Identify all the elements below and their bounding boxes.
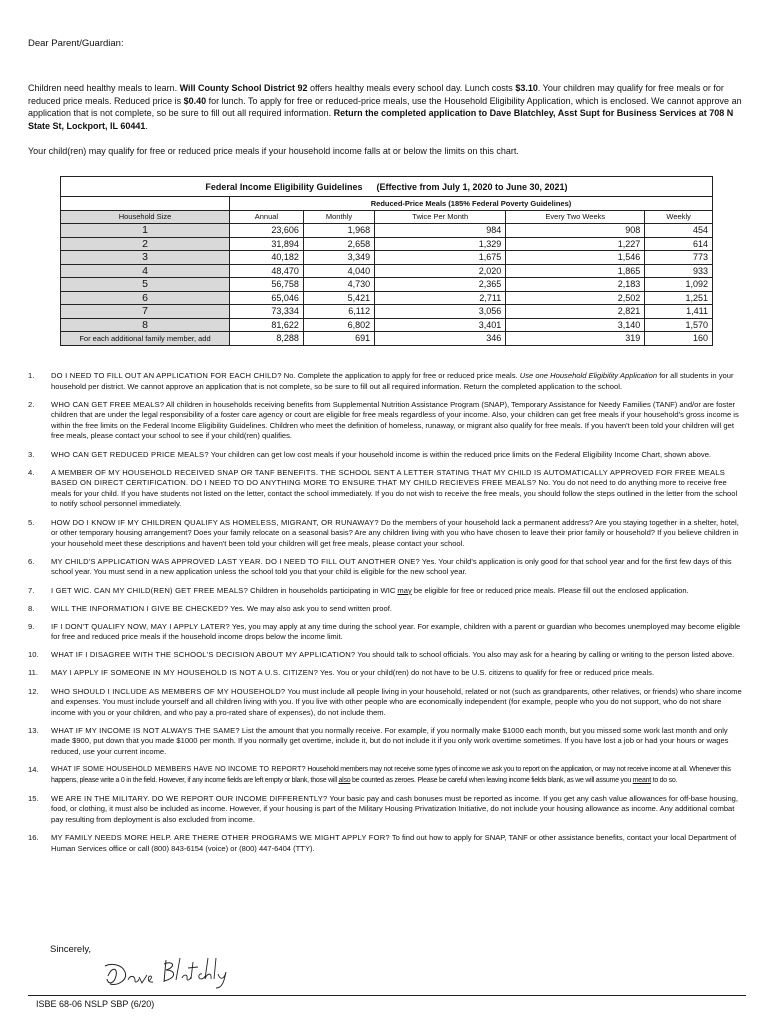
income-cell: 1,675 — [375, 251, 506, 265]
faq-answer: Yes. Your child's application is only good for that school year and for the first few days of this school year. You must send in a new application unless the school told you that your child is eligible for the new school year. — [51, 556, 732, 577]
income-cell: 908 — [506, 224, 645, 238]
income-cell: 31,894 — [230, 237, 304, 251]
faq-item — [28, 668, 748, 679]
faq-answer: Yes. We may also ask you to send written proof. — [228, 603, 392, 613]
faq-number: 8. — [28, 603, 35, 613]
income-cell: 2,020 — [375, 264, 506, 278]
faq-answer: To find out how to apply for SNAP, TANF or other assistance benefits, contact your local Department of Human Services office or call (800) 843-6154 (voice) or (800) 447-6404 (TTY). — [51, 833, 737, 853]
faq-answer: No. You do not need to do anything more to receive free meals for your child. If you have students not listed on the letter, contact the school immediately. If you do not wish to receive the free meals, you should follow the steps outlined in the letter from the school to notify school personnel immediately. — [51, 478, 738, 509]
faq-text — [51, 468, 743, 510]
faq-text — [51, 518, 743, 550]
income-cell: 6,112 — [303, 305, 374, 319]
income-cell: 6,802 — [303, 318, 374, 332]
footer-divider — [28, 995, 746, 996]
faq-text — [51, 687, 743, 719]
income-cell: 48,470 — [230, 264, 304, 278]
faq-answer: You should talk to school officials. You also may ask for a hearing by calling or writing to the person listed above. — [355, 650, 735, 660]
income-cell: 81,622 — [230, 318, 304, 332]
eligibility-table — [60, 176, 713, 346]
faq-number: 2. — [28, 399, 35, 409]
income-cell: 3,056 — [375, 305, 506, 319]
column-header: Weekly — [645, 210, 713, 224]
faq-answer: Yes. You or your child(ren) do not have to be U.S. citizens to qualify for free or reduced price meals. — [318, 668, 655, 678]
faq-question: IF I DON'T QUALIFY NOW, MAY I APPLY LATER? — [51, 621, 230, 631]
household-size-cell: 4 — [61, 264, 230, 278]
faq-number: 1. — [28, 371, 35, 380]
faq-text — [51, 450, 743, 461]
table-header-row — [61, 210, 713, 224]
income-cell: 1,546 — [506, 251, 645, 265]
income-cell: 73,334 — [230, 305, 304, 319]
income-cell: 160 — [645, 332, 713, 346]
faq-question: HOW DO I KNOW IF MY CHILDREN QUALIFY AS HOMELESS, MIGRANT, OR RUNAWAY? — [51, 517, 379, 527]
income-cell: 3,349 — [303, 251, 374, 265]
income-cell: 984 — [375, 224, 506, 238]
faq-answer-underline: may — [397, 585, 412, 595]
faq-answer: Do the members of your household lack a permanent address? Are you staying together in a shelter, hotel, or other temporary housing arrangement? Does your family relocate on a seasonal basis? Are any children living with you who have chosen to leave their prior family or household? If you believe children in your household meet these descriptions and haven't been told your children will get free meals, please contact your school. — [51, 517, 739, 548]
faq-item — [28, 765, 748, 786]
income-cell: 8,288 — [230, 332, 304, 346]
faq-answer-underline: also — [338, 776, 351, 784]
faq-text — [51, 668, 743, 679]
income-cell: 3,401 — [375, 318, 506, 332]
income-cell: 2,658 — [303, 237, 374, 251]
table-title — [61, 177, 713, 197]
income-cell: 1,227 — [506, 237, 645, 251]
faq-item — [28, 794, 748, 826]
column-header: Every Two Weeks — [506, 210, 645, 224]
household-size-cell: For each additional family member, add — [61, 332, 230, 346]
faq-item — [28, 400, 748, 442]
faq-answer: Your basic pay and cash bonuses must be reported as income. If you get any cash value allowances for off-base housing, food, or clothing, it must also be included as income. However, if your housing is part of the Military Housing Privatization Initiative, do not include your housing allowance as income. Any additional combat pay resulting from deployment is also excluded from income. — [51, 793, 739, 824]
income-cell: 1,570 — [645, 318, 713, 332]
table-subheader: Reduced-Price Meals (185% Federal Poverty Guidelines) — [230, 197, 713, 211]
faq-text — [51, 794, 743, 826]
intro-text: . Your children may qualify for free meals or for reduced price meals. Reduced price is — [28, 83, 724, 106]
faq-text — [51, 400, 743, 442]
table-body — [61, 224, 713, 346]
faq-text — [51, 622, 743, 643]
blank-cell — [61, 197, 230, 211]
faq-item — [28, 450, 748, 461]
faq-text — [51, 371, 743, 392]
faq-question: WE ARE IN THE MILITARY. DO WE REPORT OUR INCOME DIFFERENTLY? — [51, 793, 328, 803]
column-header: Twice Per Month — [375, 210, 506, 224]
district-name: Will County School District 92 — [179, 83, 308, 93]
income-cell: 2,365 — [375, 278, 506, 292]
table-row — [61, 224, 713, 238]
faq-question: MY CHILD'S APPLICATION WAS APPROVED LAST YEAR. DO I NEED TO FILL OUT ANOTHER ONE? — [51, 556, 420, 566]
income-cell: 5,421 — [303, 291, 374, 305]
column-header: Household Size — [61, 210, 230, 224]
table-row — [61, 291, 713, 305]
faq-item — [28, 687, 748, 719]
faq-question: WHAT IF MY INCOME IS NOT ALWAYS THE SAME? — [51, 725, 240, 735]
faq-question: MY FAMILY NEEDS MORE HELP. ARE THERE OTHER PROGRAMS WE MIGHT APPLY FOR? — [51, 833, 390, 843]
household-size-cell: 2 — [61, 237, 230, 251]
faq-answer: No. Complete the application to apply for free or reduced price meals. — [281, 371, 520, 380]
faq-text — [51, 557, 743, 578]
intro-text: for lunch. To apply for free or reduced-price meals, use the Household Eligibility Application, which is enclosed. We cannot approve an application that is not complete, so be sure to fill out all required information. — [28, 95, 742, 118]
faq-item — [28, 726, 748, 758]
faq-answer: for all students in your household per district. We cannot approve an application that is not complete, so be sure to fill out all required information. Return the completed application to the school. — [51, 371, 734, 391]
table-effective-dates: (Effective from July 1, 2020 to June 30, 2021) — [376, 181, 568, 192]
faq-answer: to do so. — [650, 776, 678, 784]
income-cell: 933 — [645, 264, 713, 278]
faq-number: 9. — [28, 621, 35, 631]
faq-answer: All children in households receiving benefits from Supplemental Nutrition Assistance Program (SNAP), Temporary Assistance for Needy Families (TANF) and/or are foster children that are under the legal responsibility of a foster care agency or court are eligible for free meals regardless of your income. Also, your children can get free meals if your household's gross income is within the free limits on the Federal Income Eligibility Guidelines. Children who meet the definition of homeless, runaway, or migrant also qualify for free meals. If you haven't been told your children will get free meals, please contact your school to see if your child(ren) qualifies. — [51, 399, 739, 441]
signature — [102, 952, 242, 990]
income-cell: 4,040 — [303, 264, 374, 278]
faq-list — [28, 371, 748, 862]
income-cell: 4,730 — [303, 278, 374, 292]
faq-item — [28, 622, 748, 643]
faq-answer-underline: meant — [632, 776, 651, 784]
faq-text — [51, 604, 743, 615]
income-cell: 346 — [375, 332, 506, 346]
household-size-cell: 5 — [61, 278, 230, 292]
table-row — [61, 318, 713, 332]
faq-item — [28, 650, 748, 661]
closing: Sincerely, — [50, 944, 92, 955]
faq-question: A MEMBER OF MY HOUSEHOLD RECEIVED SNAP OR TANF BENEFITS. THE SCHOOL SENT A LETTER STATING THAT MY CHILD IS AUTOMATICALLY APPROVED FOR FREE MEALS BASED ON DIRECT CERTIFICATION. DO I NEED TO DO ANYTHING MORE TO ENSURE THAT MY CHILD RECIEVES FREE MEALS? — [51, 467, 725, 488]
intro-text: . — [145, 120, 148, 131]
faq-text — [51, 765, 743, 786]
faq-number: 7. — [28, 585, 35, 595]
table-title-text: Federal Income Eligibility Guidelines — [205, 181, 363, 192]
faq-item — [28, 833, 748, 854]
faq-question: WHO CAN GET REDUCED PRICE MEALS? — [51, 449, 209, 459]
household-size-cell: 8 — [61, 318, 230, 332]
income-cell: 2,711 — [375, 291, 506, 305]
table-row — [61, 237, 713, 251]
faq-item — [28, 557, 748, 578]
income-cell: 454 — [645, 224, 713, 238]
income-cell: 319 — [506, 332, 645, 346]
table-row — [61, 278, 713, 292]
faq-answer: Your children can get low cost meals if your household income is within the reduced price limits on the Federal Eligibility Income Chart, shown above. — [208, 449, 712, 459]
column-header: Annual — [230, 210, 304, 224]
income-cell: 1,411 — [645, 305, 713, 319]
faq-text — [51, 586, 743, 597]
faq-number: 14. — [28, 765, 39, 775]
return-address: Return the completed application to Dave Blatchley, Asst Supt for Business Services at 708 N State St, Lockport, IL 60441 — [28, 108, 734, 131]
faq-question: WHAT IF I DISAGREE WITH THE SCHOOL'S DECISION ABOUT MY APPLICATION? — [51, 650, 356, 660]
income-cell: 1,865 — [506, 264, 645, 278]
faq-answer: List the amount that you normally receive. For example, if you normally make $1000 each month, but you missed some work last month and only made $900, put down that you made $1000 per month. If you normally get overtime, include it, but do not include it if you only work overtime sometimes. If you have lost a job or had your hours or wages reduced, use your current income. — [51, 725, 729, 757]
household-size-cell: 6 — [61, 291, 230, 305]
faq-question: WILL THE INFORMATION I GIVE BE CHECKED? — [51, 603, 229, 613]
income-cell: 2,502 — [506, 291, 645, 305]
faq-answer: Yes, you may apply at any time during the school year. For example, children with a parent or guardian who becomes unemployed may become eligible for free and reduced price meals if the household income drops below the income limit. — [51, 621, 741, 642]
faq-number: 13. — [28, 725, 39, 735]
faq-answer: You must include all people living in your household, related or not (such as grandparents, other relatives, or friends) who share income and expenses. You must include yourself and all children living with you. If you live with other people who are economically independent (for example, people who you do not support, who do not share income with you or your children, and who pay a pro-rated share of expenses), do not include them. — [51, 686, 742, 717]
faq-item — [28, 604, 748, 615]
faq-question: WHO CAN GET FREE MEALS? — [51, 399, 165, 409]
reduced-price: $0.40 — [183, 95, 207, 106]
faq-question: DO I NEED TO FILL OUT AN APPLICATION FOR EACH CHILD? — [51, 371, 282, 380]
faq-item — [28, 518, 748, 550]
faq-item — [28, 371, 748, 392]
income-cell: 1,251 — [645, 291, 713, 305]
household-size-cell: 3 — [61, 251, 230, 265]
faq-question: WHAT IF SOME HOUSEHOLD MEMBERS HAVE NO INCOME TO REPORT? — [51, 766, 306, 774]
faq-item — [28, 468, 748, 510]
income-cell: 1,092 — [645, 278, 713, 292]
faq-number: 12. — [28, 686, 39, 696]
income-cell: 2,821 — [506, 305, 645, 319]
income-cell: 1,968 — [303, 224, 374, 238]
column-header: Monthly — [303, 210, 374, 224]
faq-item — [28, 586, 748, 597]
faq-number: 6. — [28, 556, 35, 566]
faq-number: 4. — [28, 467, 35, 477]
faq-question: I GET WIC. CAN MY CHILD(REN) GET FREE MEALS? — [51, 585, 248, 595]
faq-answer: be eligible for free or reduced price meals. Please fill out the enclosed application. — [411, 585, 689, 595]
faq-number: 10. — [28, 650, 39, 660]
lunch-cost: $3.10 — [515, 83, 538, 93]
faq-text — [51, 726, 743, 758]
faq-text — [51, 833, 743, 854]
income-cell: 3,140 — [506, 318, 645, 332]
income-cell: 56,758 — [230, 278, 304, 292]
income-cell: 1,329 — [375, 237, 506, 251]
income-cell: 2,183 — [506, 278, 645, 292]
faq-answer: be counted as zeroes. Please be careful when leaving income fields blank, as we will assume you — [350, 776, 633, 784]
salutation: Dear Parent/Guardian: — [28, 38, 124, 49]
intro-text: offers healthy meals every school day. Lunch costs — [307, 83, 516, 93]
faq-answer: Household members may not receive some types of income we ask you to report on the application, or may not receive income at all. Whenever this happens, please write a 0 in the field. However, if any income fields are left empty or blank, those will — [51, 766, 731, 784]
faq-number: 5. — [28, 517, 35, 527]
table-row — [61, 305, 713, 319]
faq-question: MAY I APPLY IF SOMEONE IN MY HOUSEHOLD IS NOT A U.S. CITIZEN? — [51, 668, 319, 678]
household-size-cell: 1 — [61, 224, 230, 238]
faq-answer: Children in households participating in WIC — [248, 585, 398, 595]
intro-paragraph — [28, 82, 748, 132]
household-size-cell: 7 — [61, 305, 230, 319]
table-row — [61, 332, 713, 346]
table-row — [61, 251, 713, 265]
faq-answer-italic: Use one Household Eligibility Application — [519, 371, 658, 380]
income-cell: 40,182 — [230, 251, 304, 265]
income-cell: 65,046 — [230, 291, 304, 305]
qualify-text: Your child(ren) may qualify for free or reduced price meals if your household income falls at or below the limits on this chart. — [28, 146, 519, 156]
faq-number: 16. — [28, 833, 39, 843]
income-cell: 773 — [645, 251, 713, 265]
faq-number: 15. — [28, 793, 39, 803]
faq-question: WHO SHOULD I INCLUDE AS MEMBERS OF MY HOUSEHOLD? — [51, 686, 286, 696]
table-row — [61, 264, 713, 278]
intro-text: Children need healthy meals to learn. — [28, 83, 180, 93]
income-cell: 614 — [645, 237, 713, 251]
income-cell: 23,606 — [230, 224, 304, 238]
income-cell: 691 — [303, 332, 374, 346]
faq-text — [51, 650, 743, 661]
faq-number: 11. — [28, 668, 38, 678]
faq-number: 3. — [28, 449, 35, 459]
form-code: ISBE 68-06 NSLP SBP (6/20) — [36, 999, 155, 1009]
